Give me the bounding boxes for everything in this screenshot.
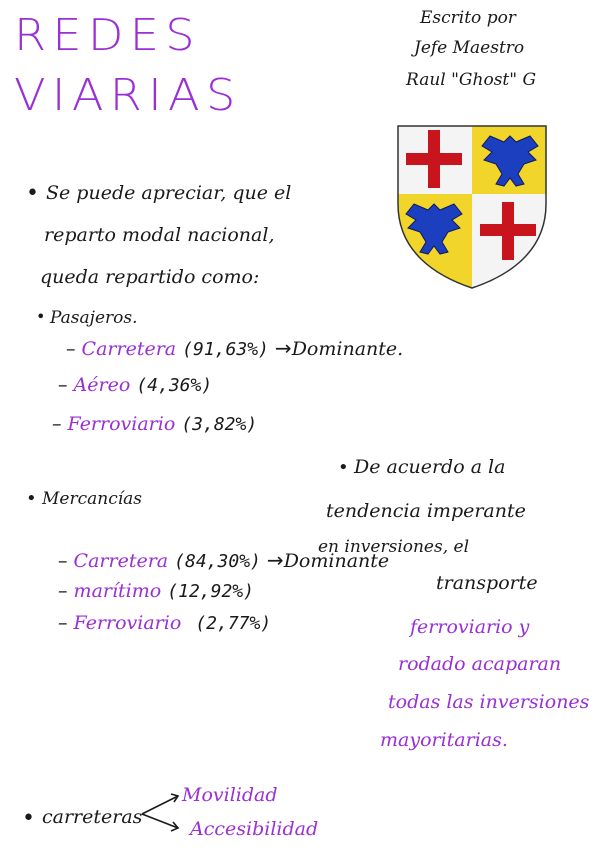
bullet-icon: •	[36, 307, 46, 326]
dash-icon: –	[58, 580, 74, 602]
arrow-right-icon: →	[274, 336, 292, 360]
passengers-label: Pasajeros.	[50, 308, 138, 328]
bullet-icon: •	[22, 806, 35, 831]
trend-line-8: mayoritarias.	[380, 729, 508, 751]
trend-line-3: en inversiones, el	[318, 537, 470, 557]
author-line-3: Raul "Ghost" G	[406, 70, 537, 90]
trend-line-2: tendencia imperante	[326, 500, 526, 522]
title-line-1: REDES	[14, 10, 201, 61]
goods-label: Mercancías	[42, 489, 143, 509]
trend-line-4: transporte	[436, 572, 538, 594]
intro-line-2: reparto modal nacional,	[44, 224, 275, 246]
percentage-value: (12,92%)	[167, 581, 254, 602]
trend-line-7: todas las inversiones	[388, 691, 590, 713]
roads-branch-1: Movilidad	[182, 784, 278, 806]
dash-icon: –	[52, 413, 68, 435]
dash-icon: –	[66, 338, 82, 360]
mode-label: Ferroviario	[67, 413, 176, 435]
percentage-value: (4,36%)	[136, 375, 213, 396]
trend-line-5: ferroviario y	[410, 616, 530, 638]
mode-label: Ferroviario	[73, 612, 182, 634]
intro-line-3: queda repartido como:	[40, 266, 260, 288]
branch-arrows-icon	[140, 790, 186, 834]
passengers-item-3	[52, 413, 257, 435]
mode-label: Aéreo	[73, 374, 131, 396]
bullet-icon: •	[26, 181, 39, 206]
dash-icon: –	[58, 374, 74, 396]
author-line-1: Escrito por	[420, 8, 516, 28]
percentage-value: (84,30%)	[174, 551, 261, 572]
author-line-2: Jefe Maestro	[414, 38, 525, 58]
note: Dominante	[283, 550, 390, 572]
mode-label: marítimo	[73, 580, 162, 602]
bullet-icon: •	[26, 488, 37, 509]
title-line-2: VIARIAS	[14, 70, 242, 121]
percentage-value: (91,63%)	[182, 339, 269, 360]
percentage-value: (2,77%)	[195, 613, 272, 634]
trend-line-1: De acuerdo a la	[354, 456, 506, 478]
note: Dominante.	[291, 338, 404, 360]
mode-label: Carretera	[73, 550, 169, 572]
roads-label: carreteras	[42, 806, 143, 828]
coat-of-arms-image	[396, 124, 548, 290]
bullet-icon: •	[338, 457, 349, 478]
dash-icon: –	[58, 550, 74, 572]
percentage-value: (3,82%)	[181, 414, 258, 435]
goods-item-1	[58, 548, 389, 572]
intro-line-1: Se puede apreciar, que el	[46, 182, 292, 204]
arrow-right-icon: →	[266, 548, 284, 572]
mode-label: Carretera	[81, 338, 177, 360]
goods-item-2	[58, 580, 254, 602]
dash-icon: –	[58, 612, 74, 634]
passengers-item-1	[66, 336, 403, 360]
passengers-item-2	[58, 374, 212, 396]
goods-item-3	[58, 612, 271, 634]
trend-line-6: rodado acaparan	[398, 653, 562, 675]
roads-branch-2: Accesibilidad	[190, 818, 319, 840]
